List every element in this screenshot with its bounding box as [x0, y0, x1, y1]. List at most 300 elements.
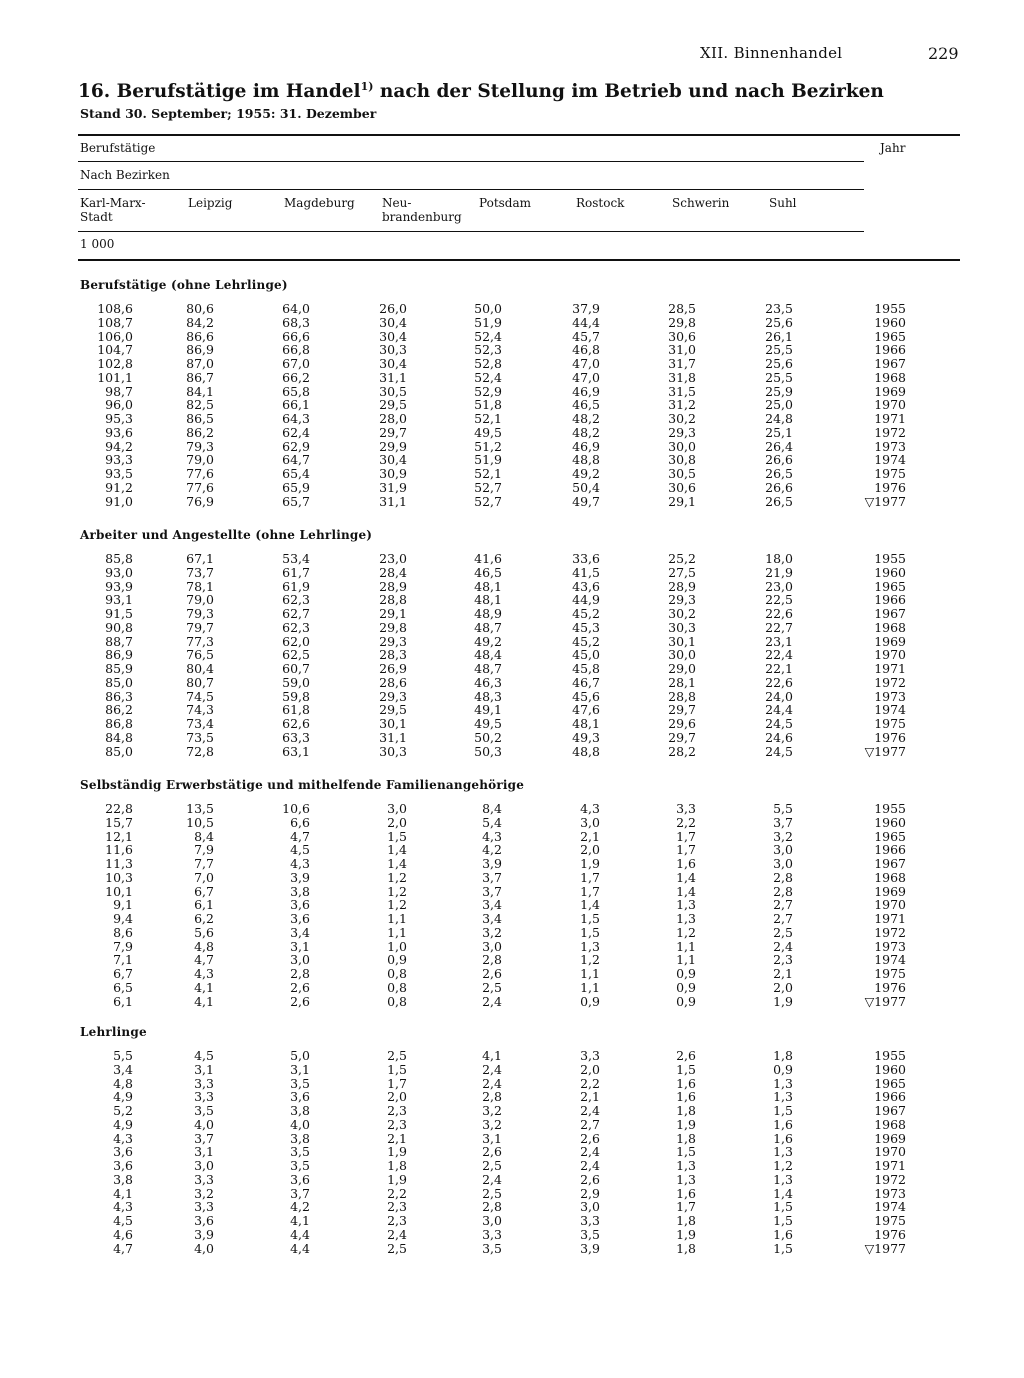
table-cell: 76,5	[186, 647, 214, 663]
table-cell: 0,9	[580, 993, 600, 1009]
table-cell: 66,8	[282, 342, 310, 358]
year-cell: 1968	[874, 619, 906, 635]
table-cell: 3,1	[194, 1061, 214, 1077]
table-cell: 1,4	[676, 869, 696, 885]
table-row	[0, 412, 1024, 426]
table-cell: 1,4	[676, 883, 696, 899]
table-cell: 3,3	[580, 1213, 600, 1228]
table-cell: 3,3	[194, 1199, 214, 1215]
table-cell: 22,1	[765, 661, 793, 676]
table-cell: 25,5	[765, 369, 793, 385]
table-cell: 3,5	[290, 1158, 310, 1173]
table-cell: 86,5	[186, 411, 214, 426]
table-row	[0, 1242, 1024, 1256]
table-cell: 1,5	[580, 911, 600, 926]
table-cell: 2,3	[773, 952, 793, 968]
table-cell: 52,1	[474, 411, 502, 426]
table-row	[0, 467, 1024, 481]
table-cell: 4,0	[194, 1240, 214, 1256]
table-cell: 45,2	[572, 633, 600, 649]
table-cell: 30,4	[379, 328, 407, 344]
table-cell: 26,5	[765, 466, 793, 481]
table-cell: 1,7	[387, 1075, 407, 1091]
table-row	[0, 302, 1024, 316]
table-cell: 3,4	[113, 1061, 133, 1077]
table-cell: 28,8	[668, 688, 696, 704]
table-cell: 28,9	[668, 578, 696, 594]
table-cell: 1,4	[580, 897, 600, 913]
header-rule-1	[78, 161, 864, 162]
table-cell: 1,3	[773, 1089, 793, 1105]
table-cell: 44,4	[572, 314, 600, 330]
year-cell: 1976	[874, 729, 906, 745]
table-cell: 3,0	[482, 938, 502, 954]
table-row	[0, 871, 1024, 885]
table-cell: 28,0	[379, 411, 407, 426]
table-cell: 74,3	[186, 702, 214, 718]
table-cell: 3,6	[290, 1089, 310, 1105]
table-cell: 28,2	[668, 743, 696, 759]
table-cell: 30,4	[379, 356, 407, 371]
year-cell: 1975	[874, 716, 906, 731]
table-cell: 49,5	[474, 424, 502, 440]
table-cell: 48,9	[474, 606, 502, 621]
table-cell: 30,5	[379, 383, 407, 399]
table-cell: 5,5	[773, 801, 793, 816]
table-cell: 67,0	[282, 356, 310, 371]
table-cell: 29,8	[379, 619, 407, 635]
table-row	[0, 898, 1024, 912]
table-cell: 1,1	[580, 966, 600, 981]
table-cell: 31,0	[668, 342, 696, 358]
table-cell: 86,2	[105, 702, 133, 718]
table-cell: 1,5	[773, 1240, 793, 1256]
header-nach-bezirken: Nach Bezirken	[80, 168, 170, 182]
table-cell: 26,4	[765, 438, 793, 454]
table-cell: 1,5	[773, 1213, 793, 1228]
table-cell: 91,0	[105, 493, 133, 509]
table-row	[0, 398, 1024, 412]
table-cell: 0,9	[676, 993, 696, 1009]
table-cell: 1,6	[676, 856, 696, 871]
year-cell: ▽1977	[864, 993, 906, 1009]
table-cell: 2,1	[387, 1130, 407, 1146]
table-cell: 2,7	[580, 1116, 600, 1132]
table-cell: 64,3	[282, 411, 310, 426]
table-cell: 86,2	[186, 424, 214, 440]
table-cell: 90,8	[105, 619, 133, 635]
table-cell: 18,0	[765, 551, 793, 566]
table-cell: 4,2	[290, 1199, 310, 1215]
table-cell: 46,8	[572, 342, 600, 358]
table-cell: 2,8	[482, 1089, 502, 1105]
year-cell: 1970	[874, 1144, 906, 1160]
table-cell: 2,2	[676, 814, 696, 830]
table-row	[0, 690, 1024, 704]
table-cell: 3,1	[482, 1130, 502, 1146]
table-row	[0, 676, 1024, 690]
table-cell: 24,5	[765, 716, 793, 731]
table-cell: 2,0	[773, 979, 793, 995]
table-cell: 2,4	[482, 993, 502, 1009]
table-cell: 72,8	[186, 743, 214, 759]
table-cell: 48,4	[474, 647, 502, 663]
table-cell: 3,2	[482, 1103, 502, 1118]
table-cell: 1,9	[773, 993, 793, 1009]
table-cell: 1,7	[676, 828, 696, 844]
table-cell: 6,1	[113, 993, 133, 1009]
table-cell: 52,4	[474, 369, 502, 385]
table-cell: 86,9	[186, 342, 214, 358]
table-row	[0, 967, 1024, 981]
year-cell: 1974	[874, 702, 906, 718]
section-title: Lehrlinge	[80, 1025, 147, 1039]
table-cell: 41,6	[474, 551, 502, 566]
table-row	[0, 621, 1024, 635]
table-cell: 46,5	[572, 397, 600, 413]
table-cell: 1,2	[387, 883, 407, 899]
year-cell: 1965	[874, 578, 906, 594]
table-row	[0, 1159, 1024, 1173]
table-cell: 31,1	[379, 369, 407, 385]
section-title: Selbständig Erwerbstätige und mithelfende Familienangehörige	[80, 778, 525, 792]
table-title-rest: nach der Stellung im Betrieb und nach Bezirken	[373, 81, 884, 103]
table-row	[0, 385, 1024, 399]
table-cell: 2,2	[580, 1075, 600, 1091]
table-cell: 62,5	[282, 647, 310, 663]
table-cell: 25,0	[765, 397, 793, 413]
table-cell: 79,3	[186, 606, 214, 621]
table-cell: 33,6	[572, 551, 600, 566]
table-cell: 27,5	[668, 564, 696, 580]
year-cell: 1971	[874, 1158, 906, 1173]
table-cell: 48,7	[474, 619, 502, 635]
table-cell: 51,9	[474, 452, 502, 468]
table-row	[0, 703, 1024, 717]
section-title: Arbeiter und Angestellte (ohne Lehrlinge)	[80, 528, 373, 542]
table-cell: 1,1	[387, 911, 407, 926]
table-cell: 4,3	[482, 828, 502, 844]
table-cell: 22,4	[765, 647, 793, 663]
table-cell: 2,5	[773, 924, 793, 940]
table-cell: 2,6	[290, 993, 310, 1009]
table-cell: 7,7	[194, 856, 214, 871]
table-cell: 2,1	[773, 966, 793, 981]
table-cell: 4,8	[194, 938, 214, 954]
year-cell: 1972	[874, 424, 906, 440]
table-cell: 84,8	[105, 729, 133, 745]
table-row	[0, 843, 1024, 857]
table-cell: 3,2	[482, 924, 502, 940]
table-cell: 2,6	[676, 1048, 696, 1063]
table-cell: 30,1	[379, 716, 407, 731]
table-cell: 43,6	[572, 578, 600, 594]
table-cell: 49,5	[474, 716, 502, 731]
table-row	[0, 1118, 1024, 1132]
table-cell: 50,2	[474, 729, 502, 745]
table-cell: 26,0	[379, 301, 407, 316]
table-cell: 4,1	[194, 993, 214, 1009]
table-row	[0, 481, 1024, 495]
table-cell: 2,9	[580, 1185, 600, 1201]
table-cell: 29,3	[668, 592, 696, 608]
table-row	[0, 566, 1024, 580]
table-cell: 2,5	[482, 1158, 502, 1173]
table-cell: 3,7	[482, 883, 502, 899]
table-cell: 1,3	[676, 1158, 696, 1173]
table-cell: 52,4	[474, 328, 502, 344]
unit-label: 1 000	[80, 237, 115, 251]
table-row	[0, 440, 1024, 454]
table-cell: 62,0	[282, 633, 310, 649]
table-cell: 1,9	[580, 856, 600, 871]
table-cell: 1,2	[773, 1158, 793, 1173]
table-cell: 80,6	[186, 301, 214, 316]
table-cell: 2,5	[387, 1048, 407, 1063]
table-cell: 30,4	[379, 452, 407, 468]
table-cell: 3,7	[290, 1185, 310, 1201]
year-cell: 1975	[874, 1213, 906, 1228]
table-cell: 29,1	[379, 606, 407, 621]
table-row	[0, 1077, 1024, 1091]
table-cell: 1,5	[676, 1061, 696, 1077]
table-cell: 6,6	[290, 814, 310, 830]
table-cell: 3,2	[773, 828, 793, 844]
year-cell: 1960	[874, 1061, 906, 1077]
table-cell: 3,4	[482, 897, 502, 913]
table-cell: 26,1	[765, 328, 793, 344]
table-cell: 3,3	[676, 801, 696, 816]
table-row	[0, 453, 1024, 467]
table-cell: 48,2	[572, 424, 600, 440]
table-cell: 28,8	[379, 592, 407, 608]
table-cell: 1,4	[387, 842, 407, 858]
table-cell: 1,0	[387, 938, 407, 954]
table-cell: 28,1	[668, 674, 696, 690]
year-cell: 1955	[874, 551, 906, 566]
table-cell: 1,7	[580, 883, 600, 899]
district-header: Neu- brandenburg	[382, 196, 462, 224]
table-cell: 2,4	[387, 1226, 407, 1242]
table-cell: 1,9	[676, 1116, 696, 1132]
table-cell: 1,4	[773, 1185, 793, 1201]
table-row	[0, 371, 1024, 385]
table-cell: 2,0	[387, 814, 407, 830]
year-cell: 1975	[874, 966, 906, 981]
table-cell: 2,5	[387, 1240, 407, 1256]
year-cell: 1965	[874, 828, 906, 844]
table-cell: 48,8	[572, 452, 600, 468]
table-cell: 50,0	[474, 301, 502, 316]
table-cell: 62,4	[282, 424, 310, 440]
table-cell: 1,2	[387, 869, 407, 885]
table-row	[0, 731, 1024, 745]
table-cell: 1,3	[580, 938, 600, 954]
table-cell: 1,5	[676, 1144, 696, 1160]
table-cell: 1,5	[387, 1061, 407, 1077]
table-cell: 74,5	[186, 688, 214, 704]
table-cell: 1,9	[676, 1226, 696, 1242]
table-cell: 2,0	[387, 1089, 407, 1105]
table-cell: 28,5	[668, 301, 696, 316]
table-cell: 3,2	[482, 1116, 502, 1132]
table-cell: 52,7	[474, 479, 502, 495]
table-cell: 79,0	[186, 592, 214, 608]
table-cell: 1,5	[773, 1103, 793, 1118]
table-cell: 53,4	[282, 551, 310, 566]
table-cell: 1,5	[387, 828, 407, 844]
year-cell: 1970	[874, 397, 906, 413]
table-cell: 3,6	[290, 897, 310, 913]
table-cell: 2,3	[387, 1213, 407, 1228]
table-cell: 2,4	[580, 1144, 600, 1160]
table-cell: 1,7	[676, 1199, 696, 1215]
table-cell: 2,4	[482, 1075, 502, 1091]
table-cell: 30,0	[668, 647, 696, 663]
table-cell: 3,3	[194, 1075, 214, 1091]
table-row	[0, 648, 1024, 662]
year-cell: 1971	[874, 661, 906, 676]
table-cell: 1,3	[773, 1171, 793, 1187]
table-cell: 1,5	[773, 1199, 793, 1215]
table-cell: 3,9	[580, 1240, 600, 1256]
year-cell: 1969	[874, 633, 906, 649]
table-cell: 60,7	[282, 661, 310, 676]
table-row	[0, 745, 1024, 759]
table-cell: 24,8	[765, 411, 793, 426]
table-cell: 86,8	[105, 716, 133, 731]
table-cell: 48,2	[572, 411, 600, 426]
table-cell: 98,7	[105, 383, 133, 399]
table-cell: 29,7	[668, 702, 696, 718]
table-cell: 22,7	[765, 619, 793, 635]
table-cell: 5,6	[194, 924, 214, 940]
table-cell: 48,8	[572, 743, 600, 759]
year-cell: 1970	[874, 647, 906, 663]
year-cell: ▽1977	[864, 493, 906, 509]
table-cell: 0,8	[387, 993, 407, 1009]
table-cell: 67,1	[186, 551, 214, 566]
table-cell: 4,3	[113, 1199, 133, 1215]
table-cell: 2,6	[482, 966, 502, 981]
table-row	[0, 830, 1024, 844]
table-cell: 29,3	[668, 424, 696, 440]
table-row	[0, 816, 1024, 830]
table-row	[0, 857, 1024, 871]
table-cell: 3,9	[194, 1226, 214, 1242]
table-cell: 1,9	[387, 1171, 407, 1187]
table-cell: 5,2	[113, 1103, 133, 1118]
table-cell: 45,6	[572, 688, 600, 704]
table-cell: 5,5	[113, 1048, 133, 1063]
table-cell: 73,4	[186, 716, 214, 731]
table-cell: 1,6	[773, 1130, 793, 1146]
year-cell: 1972	[874, 674, 906, 690]
table-cell: 52,3	[474, 342, 502, 358]
table-cell: 4,7	[290, 828, 310, 844]
district-header: Schwerin	[672, 196, 730, 210]
table-cell: 10,5	[186, 814, 214, 830]
table-cell: 26,5	[765, 493, 793, 509]
year-cell: 1973	[874, 938, 906, 954]
table-cell: 31,2	[668, 397, 696, 413]
table-cell: 108,7	[97, 314, 133, 330]
table-cell: 24,6	[765, 729, 793, 745]
year-cell: 1969	[874, 1130, 906, 1146]
year-cell: 1960	[874, 314, 906, 330]
table-cell: 1,7	[580, 869, 600, 885]
table-cell: 11,3	[105, 856, 133, 871]
table-cell: 2,3	[387, 1116, 407, 1132]
table-cell: 3,0	[580, 814, 600, 830]
year-cell: 1969	[874, 383, 906, 399]
year-cell: 1976	[874, 479, 906, 495]
table-cell: 86,7	[186, 369, 214, 385]
table-cell: 1,8	[387, 1158, 407, 1173]
table-cell: 51,9	[474, 314, 502, 330]
table-cell: 21,9	[765, 564, 793, 580]
table-cell: 47,0	[572, 369, 600, 385]
table-cell: 4,8	[113, 1075, 133, 1091]
table-row	[0, 717, 1024, 731]
table-cell: 48,1	[474, 592, 502, 608]
table-cell: 51,8	[474, 397, 502, 413]
table-cell: 10,1	[105, 883, 133, 899]
table-cell: 25,6	[765, 356, 793, 371]
table-cell: 10,6	[282, 801, 310, 816]
table-row	[0, 1145, 1024, 1159]
table-cell: 30,2	[668, 606, 696, 621]
table-cell: 4,3	[113, 1130, 133, 1146]
table-cell: 3,0	[387, 801, 407, 816]
table-cell: 3,0	[290, 952, 310, 968]
table-cell: 2,7	[773, 897, 793, 913]
table-cell: 3,0	[482, 1213, 502, 1228]
table-cell: 1,8	[773, 1048, 793, 1063]
table-cell: 1,1	[676, 952, 696, 968]
table-cell: 88,7	[105, 633, 133, 649]
table-row	[0, 607, 1024, 621]
table-cell: 63,3	[282, 729, 310, 745]
table-cell: 51,2	[474, 438, 502, 454]
table-cell: 6,5	[113, 979, 133, 995]
table-row	[0, 593, 1024, 607]
table-cell: 49,2	[474, 633, 502, 649]
table-cell: 31,1	[379, 493, 407, 509]
table-cell: 9,4	[113, 911, 133, 926]
table-cell: 3,8	[113, 1171, 133, 1187]
district-header: Potsdam	[479, 196, 532, 210]
table-row	[0, 1228, 1024, 1242]
year-cell: 1967	[874, 606, 906, 621]
table-cell: 4,9	[113, 1089, 133, 1105]
table-cell: 7,9	[194, 842, 214, 858]
table-cell: 22,5	[765, 592, 793, 608]
table-cell: 0,8	[387, 966, 407, 981]
table-row	[0, 1173, 1024, 1187]
table-cell: 45,2	[572, 606, 600, 621]
header-jahr: Jahr	[880, 141, 906, 155]
table-cell: 62,6	[282, 716, 310, 731]
year-cell: 1971	[874, 911, 906, 926]
year-cell: 1974	[874, 1199, 906, 1215]
year-cell: 1955	[874, 301, 906, 316]
year-cell: 1973	[874, 1185, 906, 1201]
table-cell: 4,1	[194, 979, 214, 995]
table-cell: 1,4	[387, 856, 407, 871]
table-cell: 59,8	[282, 688, 310, 704]
table-cell: 91,5	[105, 606, 133, 621]
